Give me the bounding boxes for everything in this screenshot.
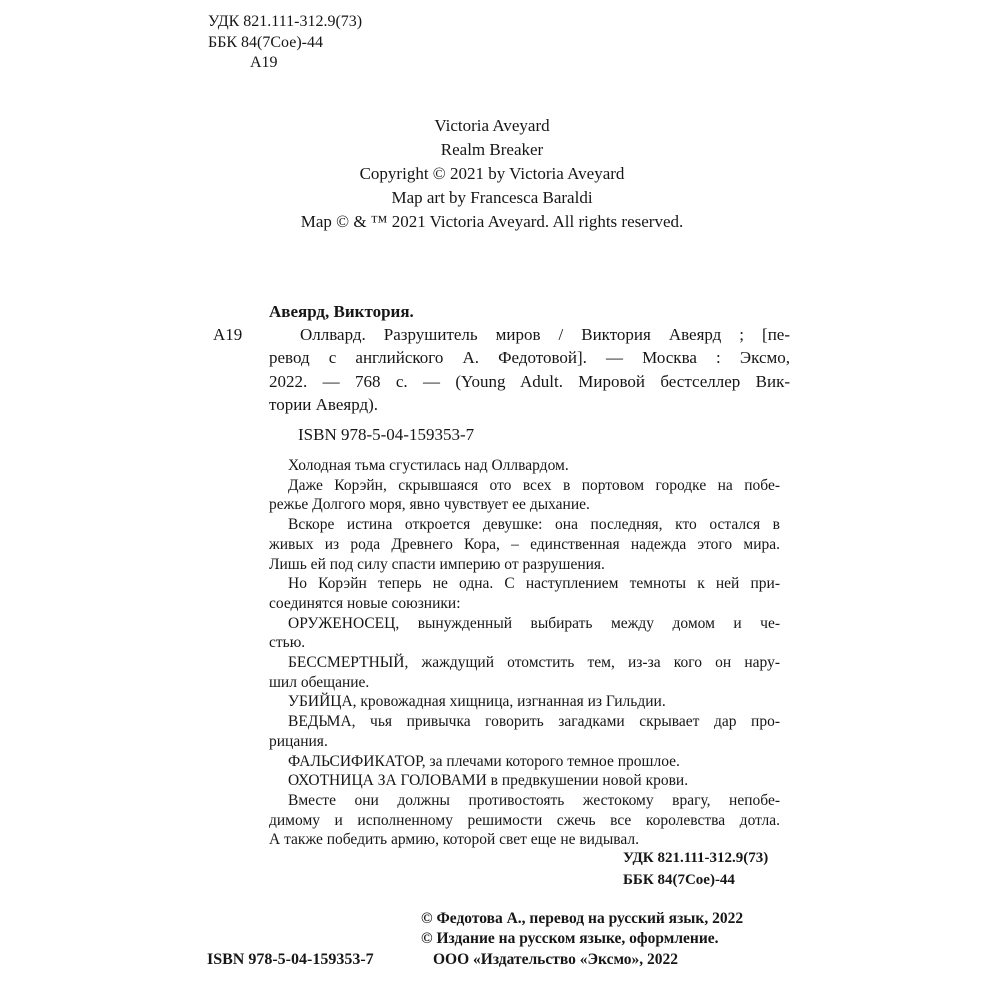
text-line: режье Долгого моря, явно чувствует ее дыхание. (269, 496, 590, 514)
text-line: Victoria Aveyard (434, 116, 550, 135)
annotation (269, 456, 780, 850)
copyright-edition-line: © Издание на русском языке, оформление. (421, 930, 719, 948)
text-line: димому и исполненному решимости сжечь все королевства дотла. (269, 811, 780, 829)
classification-codes-bottom (623, 848, 768, 892)
text-line: живых из рода Древнего Кора, – единственная надежда этого мира. (269, 535, 780, 553)
text-line: Даже Корэйн, скрывшаяся ото всех в портовом городке на побе- (288, 476, 780, 494)
catalog-entry (269, 323, 790, 416)
text-line: Холодная тьма сгустилась над Оллвардом. (288, 457, 569, 474)
catalog-author-heading: Авеярд, Виктория. (269, 302, 414, 321)
original-edition-block (192, 114, 792, 234)
text-line: Map © & ™ 2021 Victoria Aveyard. All rights reserved. (300, 211, 684, 231)
text-line: ревод с английского А. Федотовой]. — Москва : Эксмо, (269, 348, 790, 368)
text-line: рицания. (269, 732, 328, 750)
text-line: Но Корэйн теперь не одна. С наступлением темноты к ней при- (288, 575, 780, 593)
text-line: ОХОТНИЦА ЗА ГОЛОВАМИ в предвкушении новой крови. (288, 772, 689, 790)
bbk-code-bottom: ББК 84(7Сое)-44 (623, 871, 735, 888)
text-line: тории Авеярд). (269, 394, 379, 414)
text-line: Realm Breaker (440, 139, 544, 159)
text-line: ФАЛЬСИФИКАТОР, за плечами которого темное прошлое. (288, 752, 680, 770)
text-line: Вместе они должны противостоять жестокому врагу, непобе- (288, 791, 780, 809)
text-line: стью. (269, 634, 306, 652)
text-line: Copyright © 2021 by Victoria Aveyard (359, 163, 625, 183)
text-line: 2022. — 768 с. — (Young Adult. Мировой бестселлер Вик- (269, 371, 790, 391)
text-line: Лишь ей под силу спасти империю от разрушения. (269, 555, 605, 573)
text-line: соединятся новые союзники: (269, 594, 461, 612)
text-line: шил обещание. (269, 673, 370, 691)
text-line: Map art by Francesca Baraldi (391, 187, 593, 207)
isbn-line: ISBN 978-5-04-159353-7 (298, 425, 475, 444)
text-line: Оллвард. Разрушитель миров / Виктория Авеярд ; [пе- (300, 325, 790, 344)
catalog-author-sign: А19 (213, 325, 243, 344)
text-line: ВЕДЬМА, чья привычка говорить загадками скрывает дар про- (288, 713, 780, 731)
copyright-translation-line: © Федотова А., перевод на русский язык, 2022 (421, 910, 744, 927)
text-line: БЕССМЕРТНЫЙ, жаждущий отомстить тем, из-за кого он нару- (288, 654, 780, 672)
isbn-bottom: ISBN 978-5-04-159353-7 (207, 951, 374, 968)
text-line: Вскоре истина откроется девушке: она последняя, кто остался в (288, 516, 780, 534)
copyright-block (421, 909, 743, 970)
text-line: ОРУЖЕНОСЕЦ, вынужденный выбирать между домом и че- (288, 614, 780, 632)
udk-code: УДК 821.111-312.9(73) (208, 13, 363, 30)
publisher-line: ООО «Издательство «Эксмо», 2022 (433, 950, 679, 968)
text-line: А также победить армию, которой свет еще не видывал. (269, 831, 640, 849)
text-line: УБИЙЦА, кровожадная хищница, изгнанная из Гильдии. (288, 693, 666, 711)
classification-codes-top (208, 12, 362, 74)
udk-code-bottom: УДК 821.111-312.9(73) (623, 850, 769, 866)
bbk-code: ББК 84(7Сое)-44 (208, 33, 323, 51)
author-sign: А19 (250, 54, 278, 72)
